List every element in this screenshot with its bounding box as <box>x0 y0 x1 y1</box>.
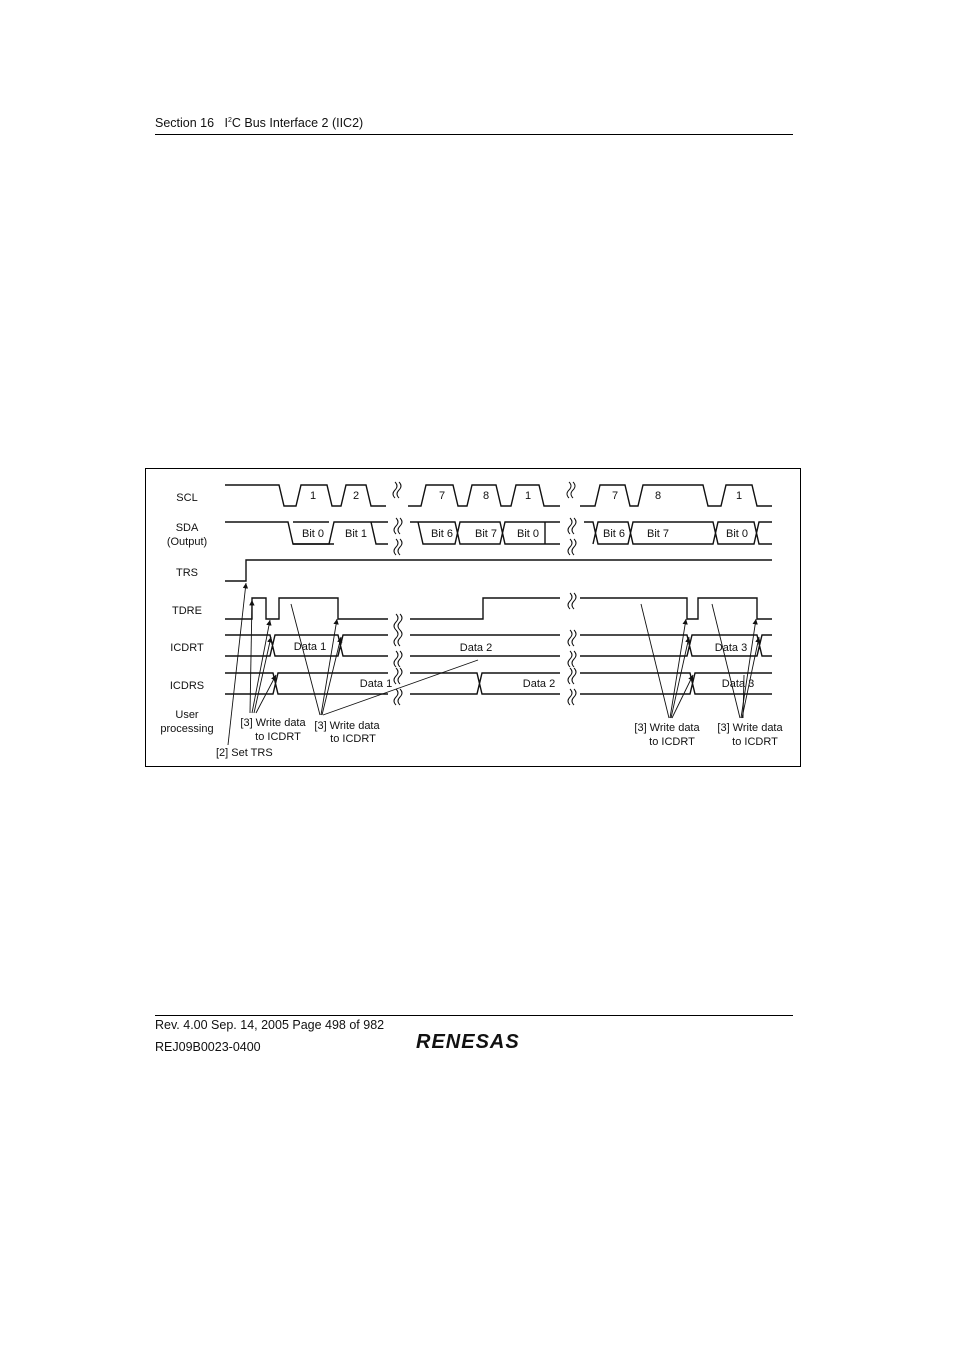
footer-rule <box>155 1015 793 1016</box>
clock-pulse-label: 8 <box>654 490 662 502</box>
clock-pulse-label: 1 <box>735 490 743 502</box>
clock-pulse-label: 7 <box>438 490 446 502</box>
footer-document-number: REJ09B0023-0400 <box>155 1040 261 1054</box>
clock-pulse-label: 2 <box>352 490 360 502</box>
trs-waveform <box>225 560 772 581</box>
header-title: $I^2C$ Bus Interface 2 (IIC2) <box>224 116 364 130</box>
clock-pulse-label: 1 <box>524 490 532 502</box>
annotation-write-2: [3] Write data <box>314 720 380 732</box>
signal-icdrt-label: ICDRT <box>170 642 204 654</box>
annotation-arrows <box>228 583 759 745</box>
sda-bit-label: Bit 1 <box>344 528 368 540</box>
annotation-write-1: [3] Write data <box>240 717 306 729</box>
icdrs-waveform <box>225 673 772 694</box>
icdrt-data-3: Data 3 <box>714 642 748 654</box>
clock-pulse-label: 8 <box>482 490 490 502</box>
icdrt-data-2: Data 2 <box>459 642 493 654</box>
annotation-write-3-target: to ICDRT <box>649 736 695 748</box>
icdrs-data-3: Data 3 <box>721 678 755 690</box>
signal-tdre-label: TDRE <box>172 605 202 617</box>
annotation-write-2-target: to ICDRT <box>330 733 376 745</box>
signal-user-label: User <box>175 709 199 721</box>
clock-pulse-label: 7 <box>611 490 619 502</box>
section-number: Section 16 <box>155 116 215 130</box>
scl-waveform <box>225 485 772 506</box>
annotation-write-4-target: to ICDRT <box>732 736 778 748</box>
sda-bit-label: Bit 6 <box>602 528 626 540</box>
sda-bit-label: Bit 7 <box>646 528 670 540</box>
footer-revision: Rev. 4.00 Sep. 14, 2005 Page 498 of 982 <box>155 1018 385 1032</box>
annotation-set-trs: [2] Set TRS <box>216 747 273 759</box>
clock-pulse-label: 1 <box>309 490 317 502</box>
tdre-waveform <box>225 598 772 619</box>
icdrs-data-2: Data 2 <box>522 678 556 690</box>
annotation-write-4: [3] Write data <box>717 722 783 734</box>
sda-bit-label: Bit 7 <box>474 528 498 540</box>
sda-bit-label: Bit 0 <box>725 528 749 540</box>
sda-bit-label: Bit 0 <box>516 528 540 540</box>
signal-icdrs-label: ICDRS <box>169 680 205 692</box>
icdrs-data-1: Data 1 <box>359 678 393 690</box>
signal-sda-label: SDA <box>175 522 199 534</box>
annotation-write-1-target: to ICDRT <box>255 731 301 743</box>
annotation-write-3: [3] Write data <box>634 722 700 734</box>
signal-scl-label: SCL <box>176 492 198 504</box>
signal-trs-label: TRS <box>176 567 198 579</box>
renesas-logo: RENESAS <box>416 1031 520 1053</box>
sda-bit-label: Bit 6 <box>430 528 454 540</box>
signal-user-sublabel: processing <box>160 723 214 735</box>
icdrt-data-1: Data 1 <box>293 641 327 653</box>
signal-sda-sublabel: (Output) <box>166 536 208 548</box>
sda-bit-label: Bit 0 <box>301 528 325 540</box>
